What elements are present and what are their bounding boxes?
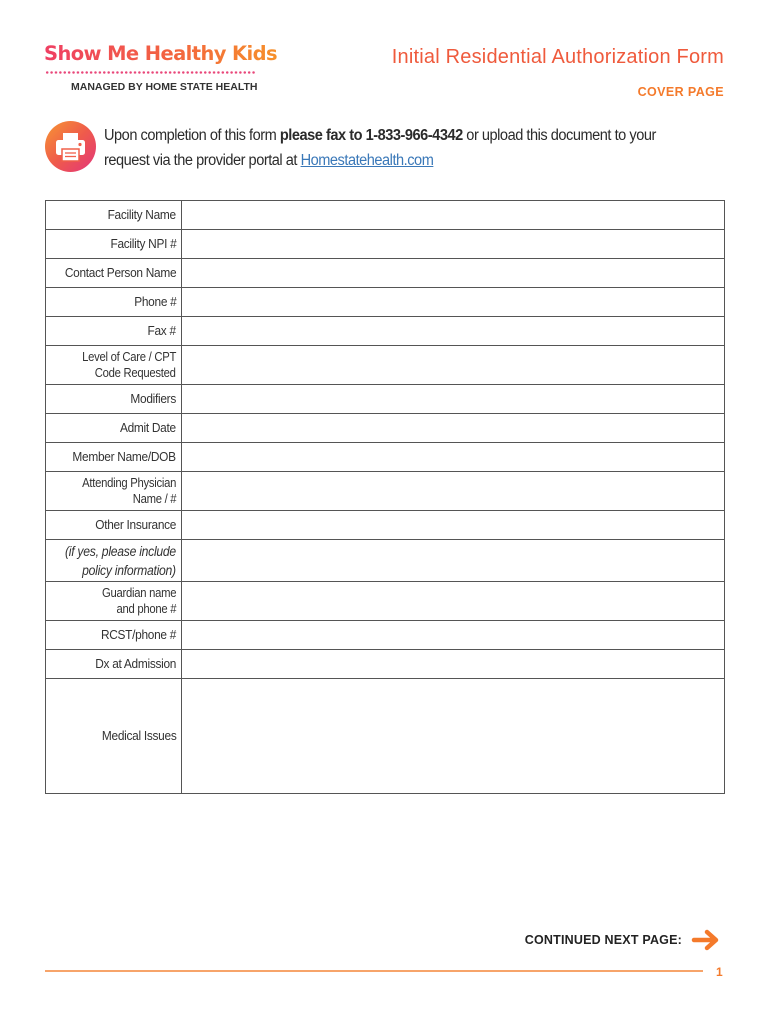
field-medical-issues[interactable] [182, 679, 725, 794]
fax-instruction [104, 123, 668, 173]
field-fax[interactable] [182, 317, 725, 346]
form-row-phone [46, 288, 725, 317]
field-member-name-dob[interactable] [182, 443, 725, 472]
label-member-name-dob: Member Name/DOB [46, 443, 182, 472]
label-guardian: Guardian name and phone # [46, 582, 182, 621]
label-medical-issues: Medical Issues [46, 679, 182, 794]
field-rcst-phone[interactable] [182, 621, 725, 650]
form-row-level-of-care [46, 346, 725, 385]
field-guardian[interactable] [182, 582, 725, 621]
field-facility-name[interactable] [182, 201, 725, 230]
form-row-policy-information [46, 540, 725, 582]
authorization-form-table [45, 200, 725, 794]
field-policy-information[interactable] [182, 540, 725, 582]
form-row-dx-admission [46, 650, 725, 679]
label-policy-information: (if yes, please include policy information) [46, 540, 182, 582]
label-dx-admission: Dx at Admission [46, 650, 182, 679]
label-other-insurance: Other Insurance [46, 511, 182, 540]
fax-badge [45, 121, 96, 172]
form-row-facility-name [46, 201, 725, 230]
field-level-of-care[interactable] [182, 346, 725, 385]
continued-next-page-label: CONTINUED NEXT PAGE: [524, 933, 682, 947]
label-modifiers: Modifiers [46, 385, 182, 414]
form-row-facility-npi [46, 230, 725, 259]
label-admit-date: Admit Date [46, 414, 182, 443]
label-contact-person: Contact Person Name [46, 259, 182, 288]
form-row-other-insurance [46, 511, 725, 540]
logo-dotted-underline [45, 71, 256, 74]
fax-icon [45, 121, 96, 172]
label-attending-physician: Attending Physician Name / # [46, 472, 182, 511]
label-rcst-phone: RCST/phone # [46, 621, 182, 650]
brand-logo: Show Me Healthy Kids [44, 42, 277, 65]
form-row-medical-issues [46, 679, 725, 794]
form-row-contact-person [46, 259, 725, 288]
label-fax: Fax # [46, 317, 182, 346]
field-dx-admission[interactable] [182, 650, 725, 679]
form-row-fax [46, 317, 725, 346]
field-other-insurance[interactable] [182, 511, 725, 540]
label-phone: Phone # [46, 288, 182, 317]
page-number: 1 [716, 965, 723, 979]
form-row-rcst-phone [46, 621, 725, 650]
instruction-fax-number: please fax to 1-833-966-4342 [279, 127, 463, 144]
field-phone[interactable] [182, 288, 725, 317]
label-facility-name: Facility Name [46, 201, 182, 230]
field-contact-person[interactable] [182, 259, 725, 288]
field-facility-npi[interactable] [182, 230, 725, 259]
field-attending-physician[interactable] [182, 472, 725, 511]
form-subtitle: COVER PAGE [637, 85, 724, 99]
provider-portal-link[interactable]: Homestatehealth.com [300, 152, 434, 169]
label-facility-npi: Facility NPI # [46, 230, 182, 259]
form-row-attending-physician [46, 472, 725, 511]
brand-subtitle: MANAGED BY HOME STATE HEALTH [71, 81, 258, 93]
form-row-modifiers [46, 385, 725, 414]
field-modifiers[interactable] [182, 385, 725, 414]
field-admit-date[interactable] [182, 414, 725, 443]
form-row-member-name-dob [46, 443, 725, 472]
arrow-right-icon [691, 929, 721, 951]
form-row-admit-date [46, 414, 725, 443]
label-level-of-care: Level of Care / CPT Code Requested [46, 346, 182, 385]
instruction-prefix: Upon completion of this form [104, 127, 280, 144]
form-row-guardian [46, 582, 725, 621]
form-title: Initial Residential Authorization Form [391, 46, 724, 68]
footer-divider [45, 970, 703, 972]
instruction-middle: or upload this document to your request via the provider portal at [104, 127, 656, 169]
